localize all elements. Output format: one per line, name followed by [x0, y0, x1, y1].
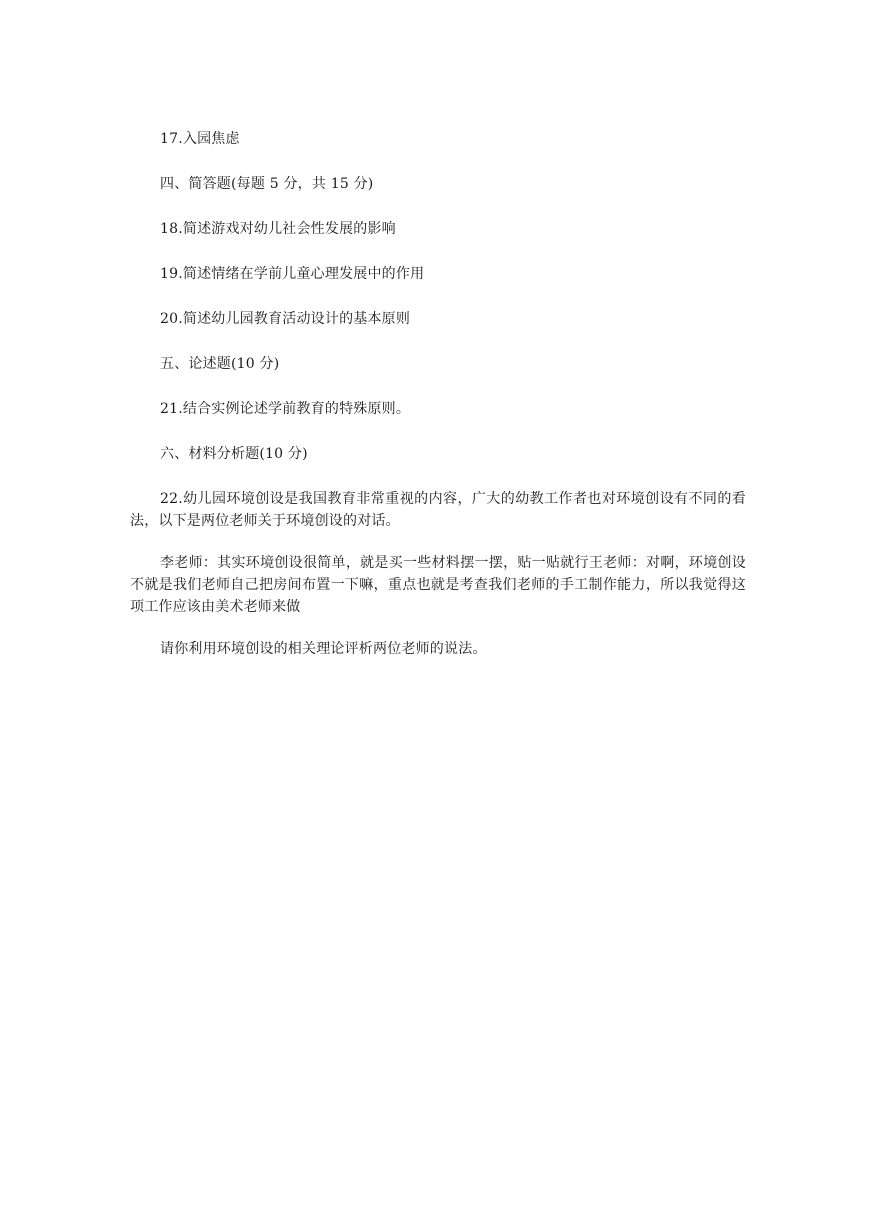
question-22-prompt: 请你利用环境创设的相关理论评析两位老师的说法。 — [160, 641, 487, 657]
section-heading-essay: 五、论述题(10 分) — [160, 356, 280, 372]
section-heading-short-answer: 四、简答题(每题 5 分，共 15 分) — [160, 176, 374, 192]
section-heading-material-analysis: 六、材料分析题(10 分) — [160, 446, 308, 462]
question-21: 21.结合实例论述学前教育的特殊原则。 — [160, 401, 411, 417]
question-22-dialogue: 李老师：其实环境创设很简单，就是买一些材料摆一摆，贴一贴就行王老师：对啊，环境创设不就是我们老师自己把房间布置一下嘛，重点也就是考查我们老师的手工制作能力，所以我觉得这项工作应该由美术老师来做 — [130, 555, 746, 615]
question-22-intro: 22.幼儿园环境创设是我国教育非常重视的内容，广大的幼教工作者也对环境创设有不同的看法，以下是两位老师关于环境创设的对话。 — [130, 491, 746, 529]
document-body — [130, 128, 746, 660]
term-item-17: 17.入园焦虑 — [160, 131, 240, 147]
question-18: 18.简述游戏对幼儿社会性发展的影响 — [160, 221, 396, 237]
question-19: 19.简述情绪在学前儿童心理发展中的作用 — [160, 266, 425, 282]
question-20: 20.简述幼儿园教育活动设计的基本原则 — [160, 311, 411, 327]
